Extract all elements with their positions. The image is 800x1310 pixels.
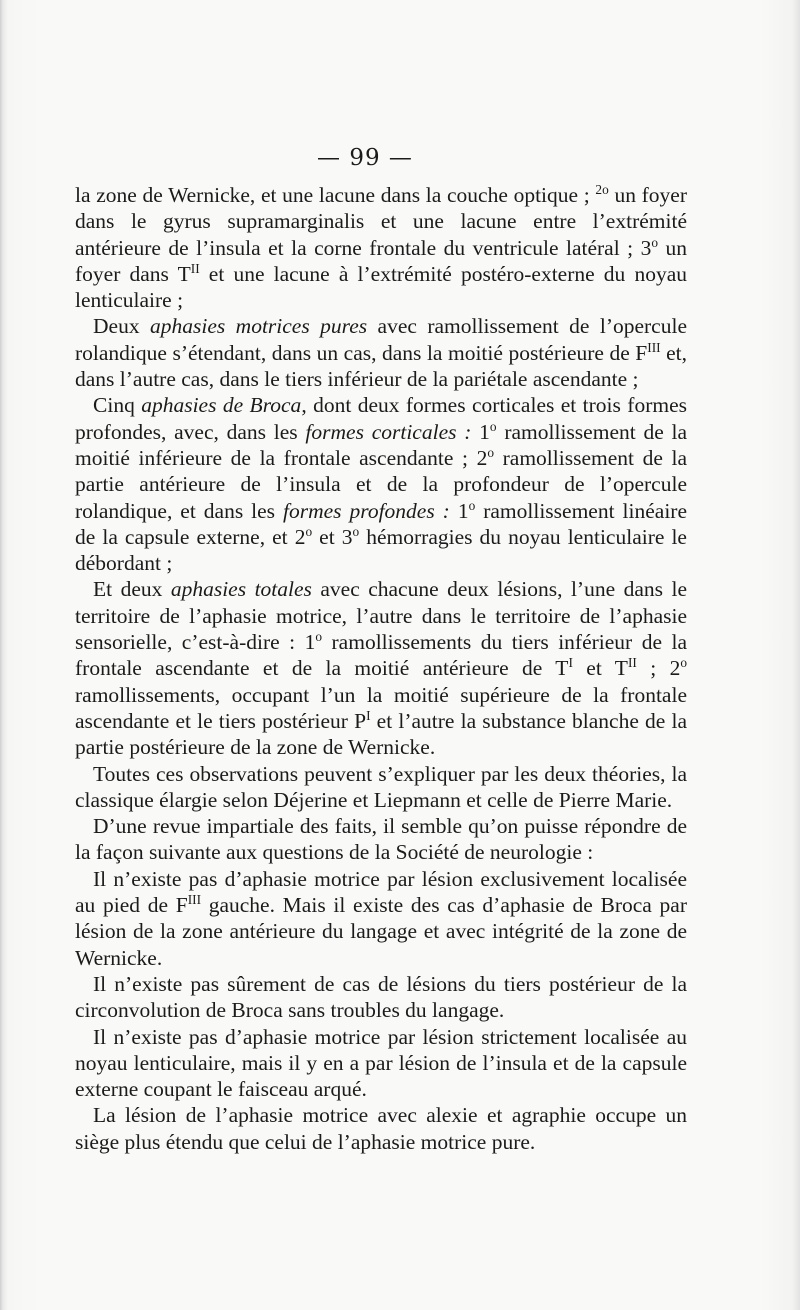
text-run: et 3: [312, 524, 353, 549]
text-run: D’une revue impartiale des faits, il semble qu’on puisse répondre de la façon suivante aux questions de la Société de neurologie :: [75, 814, 687, 865]
paragraph: [75, 813, 687, 866]
superscript: o: [487, 444, 495, 460]
text-run: et l’autre la substance blanche de la partie postérieure de la zone de Wernicke.: [75, 708, 687, 760]
text-run: ramollissement linéaire de la capsule externe, et 2: [75, 498, 687, 549]
paragraph: [75, 576, 687, 760]
page-number: — 99 —: [317, 145, 413, 171]
italic-term: aphasies de Broca: [141, 393, 302, 418]
text-run: ramollissement de la moitié inférieure de la frontale ascendante ; 2: [75, 419, 688, 470]
superscript: o: [680, 655, 687, 671]
text-run: la zone de Wernicke, et une lacune dans la couche optique ;: [75, 183, 596, 207]
text-run: un foyer dans le gyrus supramarginalis et une lacune entre l’extrémité antérieure de l’insula et la corne frontale du ventricule latéral ; 3: [75, 183, 687, 260]
paragraph: [75, 761, 687, 814]
superscript: o: [468, 497, 476, 513]
text-run: 1: [471, 419, 490, 444]
italic-term: aphasies totales: [170, 577, 312, 602]
text-run: avec ramollissement de l’opercule rolandique s’étendant, dans un cas, dans la moitié postérieure de F: [75, 314, 687, 365]
text-run: et, dans l’autre cas, dans le tiers inférieur de la pariétale ascendante ;: [75, 340, 687, 392]
superscript: o: [602, 182, 609, 198]
superscript: o: [489, 418, 497, 434]
text-run: Et deux: [93, 577, 171, 602]
paragraph: [75, 971, 687, 1024]
text-run: Il n’existe pas d’aphasie motrice par lésion strictement localisée au noyau lenticulaire, mais il y en a par lésion de l’insula et de la capsule externe coupant le faisceau arqué.: [75, 1024, 687, 1102]
italic-term: formes corticales :: [305, 419, 472, 444]
text-run: , dont deux formes corticales et trois formes profondes, avec, dans les: [75, 393, 687, 444]
text-run: Il n’existe pas d’aphasie motrice par lésion exclusivement localisée au pied de F: [75, 866, 687, 918]
text-run: avec chacune deux lésions, l’une dans le territoire de l’aphasie motrice, l’autre dans le territoire de l’aphasie sensorielle, c’est-à-dire : 1: [75, 577, 687, 655]
text-run: Deux: [93, 314, 150, 339]
italic-term: formes profondes :: [283, 498, 450, 523]
text-run: hémorragies du noyau lenticulaire le débordant ;: [75, 524, 687, 576]
superscript: o: [315, 629, 323, 645]
superscript: o: [352, 523, 360, 539]
paragraph: [75, 1102, 687, 1155]
text-run: un foyer dans T: [75, 235, 687, 286]
text-run: Cinq: [93, 393, 142, 418]
text-run: 1: [449, 498, 469, 523]
text-run: ; 2: [636, 656, 681, 681]
superscript: III: [187, 892, 202, 908]
superscript: 2: [595, 182, 603, 198]
paragraph: [75, 313, 687, 392]
italic-term: aphasies motrices pures: [150, 314, 368, 339]
superscript: I: [366, 707, 371, 723]
text-run: Toutes ces observations peuvent s’expliquer par les deux théories, la classique élargie selon Déjerine et Liepmann et celle de Pierre Marie.: [75, 761, 687, 812]
superscript: o: [651, 234, 659, 250]
text-run: ramollissement de la partie antérieure de l’insula et de la profondeur de l’opercule rolandique, et dans les: [75, 445, 687, 523]
paragraph: [75, 866, 687, 971]
superscript: o: [305, 523, 313, 539]
body-text: [75, 182, 687, 1155]
text-run: ramollissements, occupant l’un la moitié supérieure de la frontale ascendante et le tiers postérieur P: [75, 682, 687, 733]
superscript: II: [190, 260, 200, 276]
paragraph: [75, 1024, 687, 1103]
paragraph: [75, 182, 687, 313]
text-run: ramollissements du tiers inférieur de la frontale ascendante et de la moitié antérieure de T: [75, 630, 687, 681]
text-run: et T: [572, 656, 628, 681]
paragraph: [75, 392, 687, 576]
text-run: Il n’existe pas sûrement de cas de lésions du tiers postérieur de la circonvolution de Broca sans troubles du langage.: [75, 971, 687, 1023]
text-run: La lésion de l’aphasie motrice avec alexie et agraphie occupe un siège plus étendu que celui de l’aphasie motrice pure.: [75, 1103, 687, 1154]
text-run: gauche. Mais il existe des cas d’aphasie de Broca par lésion de la zone antérieure du langage et avec intégrité de la zone de Wernicke.: [75, 893, 688, 970]
text-run: et une lacune à l’extrémité postéro-externe du noyau lenticulaire ;: [75, 261, 687, 313]
superscript: III: [647, 339, 661, 355]
superscript: II: [627, 655, 637, 671]
superscript: I: [568, 655, 573, 671]
